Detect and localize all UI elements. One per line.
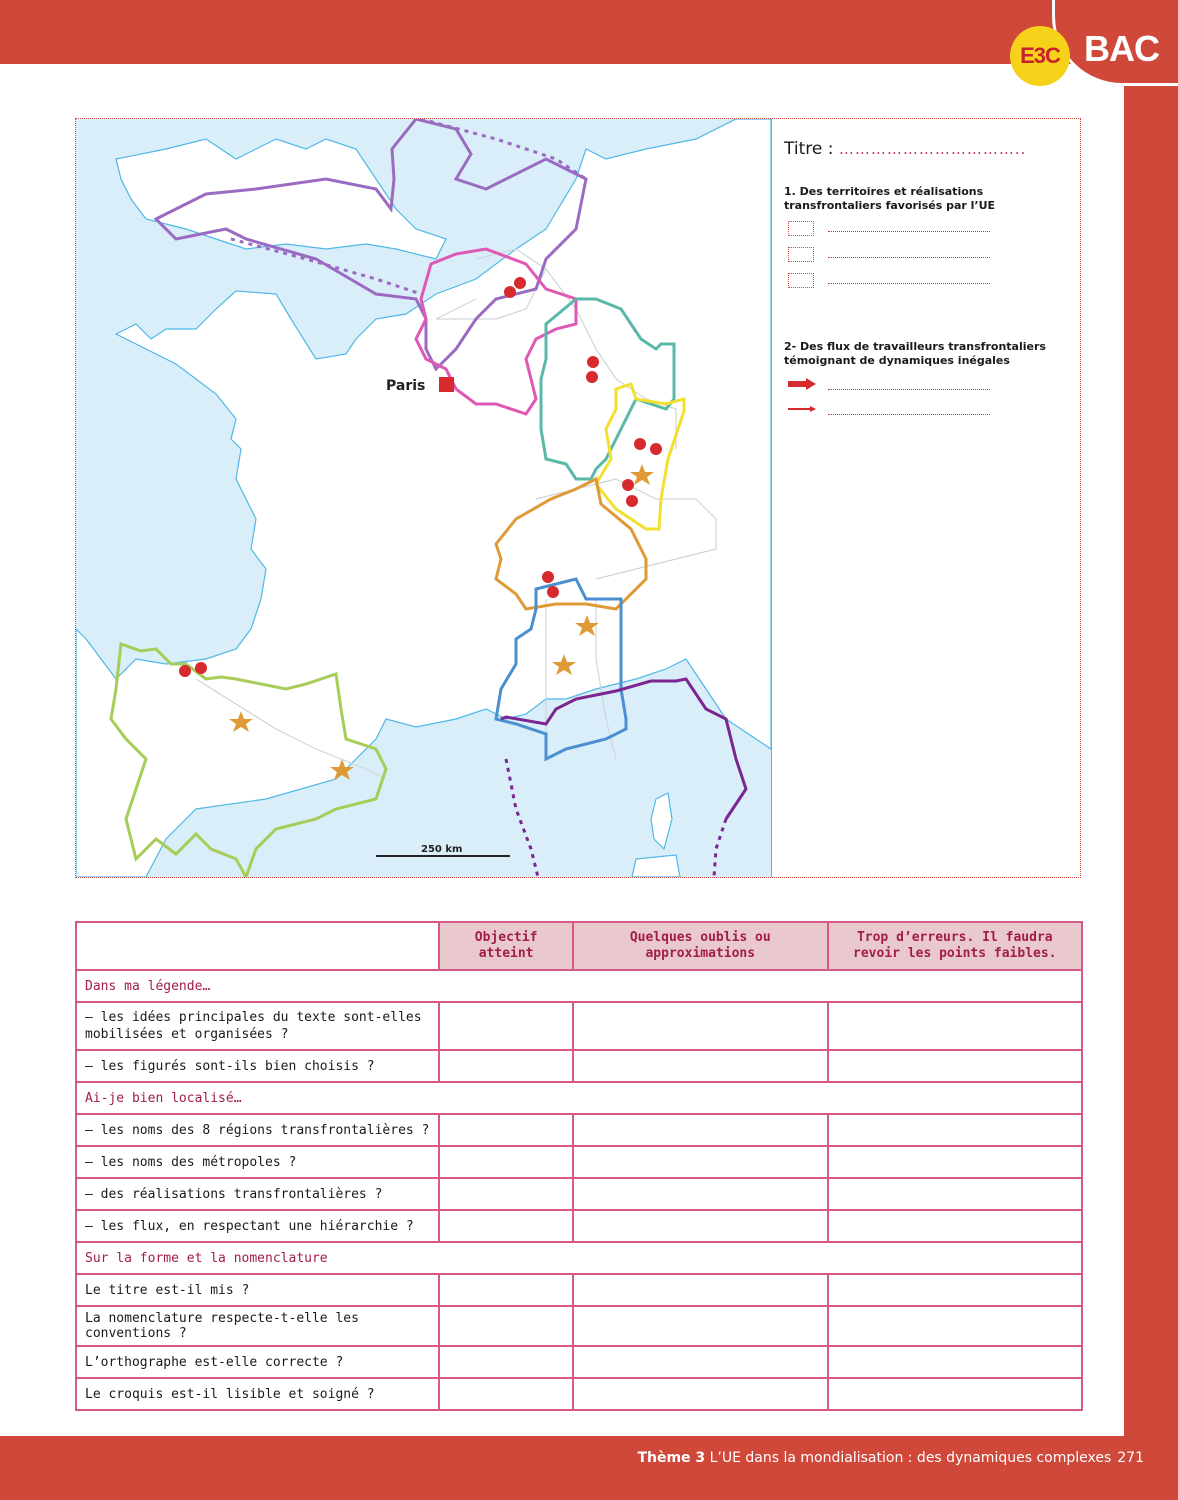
evaluation-cell[interactable] bbox=[573, 1306, 828, 1346]
city-dot bbox=[179, 665, 191, 677]
criterion-label: Le croquis est-il lisible et soigné ? bbox=[76, 1378, 439, 1410]
evaluation-cell[interactable] bbox=[573, 1178, 828, 1210]
evaluation-cell[interactable] bbox=[439, 1178, 573, 1210]
evaluation-cell[interactable] bbox=[573, 1378, 828, 1410]
table-header-row bbox=[76, 922, 1082, 970]
table-section-row bbox=[76, 970, 1082, 1002]
evaluation-cell[interactable] bbox=[439, 1050, 573, 1082]
evaluation-cell[interactable] bbox=[828, 1146, 1082, 1178]
criterion-label: – les noms des métropoles ? bbox=[76, 1146, 439, 1178]
thick-arrow-icon bbox=[788, 378, 816, 390]
page-footer bbox=[637, 1450, 1144, 1466]
city-dot bbox=[586, 371, 598, 383]
map-legend bbox=[771, 119, 1080, 877]
criterion-label: – les idées principales du texte sont-elles mobilisées et organisées ? bbox=[76, 1002, 439, 1050]
criterion-label: – les flux, en respectant une hiérarchie ? bbox=[76, 1210, 439, 1242]
city-dot bbox=[195, 662, 207, 674]
table-row bbox=[76, 1210, 1082, 1242]
legend-title-placeholder[interactable]: …………………………….. bbox=[838, 140, 1027, 158]
criterion-label: – les noms des 8 régions transfrontalières ? bbox=[76, 1114, 439, 1146]
legend-section-1: 1. Des territoires et réalisations transfrontaliers favorisés par l’UE bbox=[784, 185, 996, 212]
city-dot bbox=[626, 495, 638, 507]
evaluation-cell[interactable] bbox=[439, 1210, 573, 1242]
evaluation-cell[interactable] bbox=[828, 1002, 1082, 1050]
section-heading: Dans ma légende… bbox=[76, 970, 1082, 1002]
evaluation-cell[interactable] bbox=[573, 1050, 828, 1082]
criterion-label: – les figurés sont-ils bien choisis ? bbox=[76, 1050, 439, 1082]
criterion-label: La nomenclature respecte-t-elle les conventions ? bbox=[76, 1306, 439, 1346]
header-blank bbox=[76, 922, 439, 970]
legend-section-2: 2- Des flux de travailleurs transfrontaliers témoignant de dynamiques inégales bbox=[784, 340, 1046, 367]
city-dot bbox=[542, 571, 554, 583]
city-dot bbox=[514, 277, 526, 289]
table-row bbox=[76, 1114, 1082, 1146]
evaluation-cell[interactable] bbox=[573, 1002, 828, 1050]
table-row bbox=[76, 1002, 1082, 1050]
page-number: 271 bbox=[1117, 1450, 1144, 1466]
table-row bbox=[76, 1274, 1082, 1306]
self-evaluation-table-wrap bbox=[75, 921, 1083, 1411]
evaluation-cell[interactable] bbox=[828, 1114, 1082, 1146]
evaluation-cell[interactable] bbox=[439, 1378, 573, 1410]
evaluation-cell[interactable] bbox=[439, 1114, 573, 1146]
legend-swatch-empty[interactable] bbox=[788, 247, 814, 262]
legend-title bbox=[784, 139, 1026, 159]
island-sardinia bbox=[632, 855, 680, 877]
e3c-badge: E3C bbox=[1010, 26, 1070, 86]
criterion-label: – des réalisations transfrontalières ? bbox=[76, 1178, 439, 1210]
city-dot bbox=[504, 286, 516, 298]
evaluation-cell[interactable] bbox=[828, 1346, 1082, 1378]
legend-entry-line[interactable] bbox=[828, 389, 990, 390]
evaluation-cell[interactable] bbox=[828, 1306, 1082, 1346]
evaluation-cell[interactable] bbox=[828, 1210, 1082, 1242]
evaluation-cell[interactable] bbox=[828, 1274, 1082, 1306]
evaluation-cell[interactable] bbox=[573, 1146, 828, 1178]
table-section-row bbox=[76, 1082, 1082, 1114]
header-quelques-oublis: Quelques oublis ou approximations bbox=[573, 922, 828, 970]
section-heading: Sur la forme et la nomenclature bbox=[76, 1242, 1082, 1274]
thin-arrow-icon bbox=[788, 405, 816, 417]
table-row bbox=[76, 1378, 1082, 1410]
legend-entry-line[interactable] bbox=[828, 231, 990, 232]
bottom-frame-band bbox=[0, 1436, 1178, 1500]
evaluation-cell[interactable] bbox=[439, 1346, 573, 1378]
evaluation-cell[interactable] bbox=[828, 1050, 1082, 1082]
legend-entry-line[interactable] bbox=[828, 283, 990, 284]
city-dot bbox=[634, 438, 646, 450]
city-dot bbox=[587, 356, 599, 368]
footer-title: L’UE dans la mondialisation : des dynamiques complexes bbox=[705, 1450, 1112, 1466]
section-heading: Ai-je bien localisé… bbox=[76, 1082, 1082, 1114]
header-trop-erreurs: Trop d’erreurs. Il faudra revoir les points faibles. bbox=[828, 922, 1082, 970]
table-section-row bbox=[76, 1242, 1082, 1274]
evaluation-cell[interactable] bbox=[573, 1346, 828, 1378]
evaluation-cell[interactable] bbox=[439, 1146, 573, 1178]
legend-swatch-empty[interactable] bbox=[788, 221, 814, 236]
legend-title-label: Titre : bbox=[784, 139, 834, 159]
city-dot bbox=[650, 443, 662, 455]
criterion-label: L’orthographe est-elle correcte ? bbox=[76, 1346, 439, 1378]
city-dot bbox=[547, 586, 559, 598]
bac-label: BAC bbox=[1084, 28, 1159, 69]
evaluation-cell[interactable] bbox=[573, 1210, 828, 1242]
table-row bbox=[76, 1346, 1082, 1378]
evaluation-cell[interactable] bbox=[439, 1274, 573, 1306]
table-row bbox=[76, 1050, 1082, 1082]
paris-label: Paris bbox=[386, 378, 426, 394]
right-frame-band bbox=[1124, 0, 1178, 1500]
evaluation-cell[interactable] bbox=[828, 1178, 1082, 1210]
evaluation-cell[interactable] bbox=[573, 1114, 828, 1146]
top-frame-band bbox=[0, 0, 1178, 64]
criterion-label: Le titre est-il mis ? bbox=[76, 1274, 439, 1306]
scale-label: 250 km bbox=[421, 844, 463, 855]
cross-border-map bbox=[76, 119, 771, 877]
table-row bbox=[76, 1306, 1082, 1346]
legend-entry-line[interactable] bbox=[828, 414, 990, 415]
evaluation-cell[interactable] bbox=[439, 1002, 573, 1050]
paris-square bbox=[439, 377, 454, 392]
self-evaluation-table bbox=[75, 921, 1083, 1411]
evaluation-cell[interactable] bbox=[828, 1378, 1082, 1410]
footer-theme: Thème 3 bbox=[637, 1450, 706, 1466]
evaluation-cell[interactable] bbox=[573, 1274, 828, 1306]
city-dot bbox=[622, 479, 634, 491]
legend-entry-line[interactable] bbox=[828, 257, 990, 258]
header-objectif-atteint: Objectif atteint bbox=[439, 922, 573, 970]
legend-swatch-empty[interactable] bbox=[788, 273, 814, 288]
evaluation-cell[interactable] bbox=[439, 1306, 573, 1346]
table-row bbox=[76, 1178, 1082, 1210]
table-row bbox=[76, 1146, 1082, 1178]
